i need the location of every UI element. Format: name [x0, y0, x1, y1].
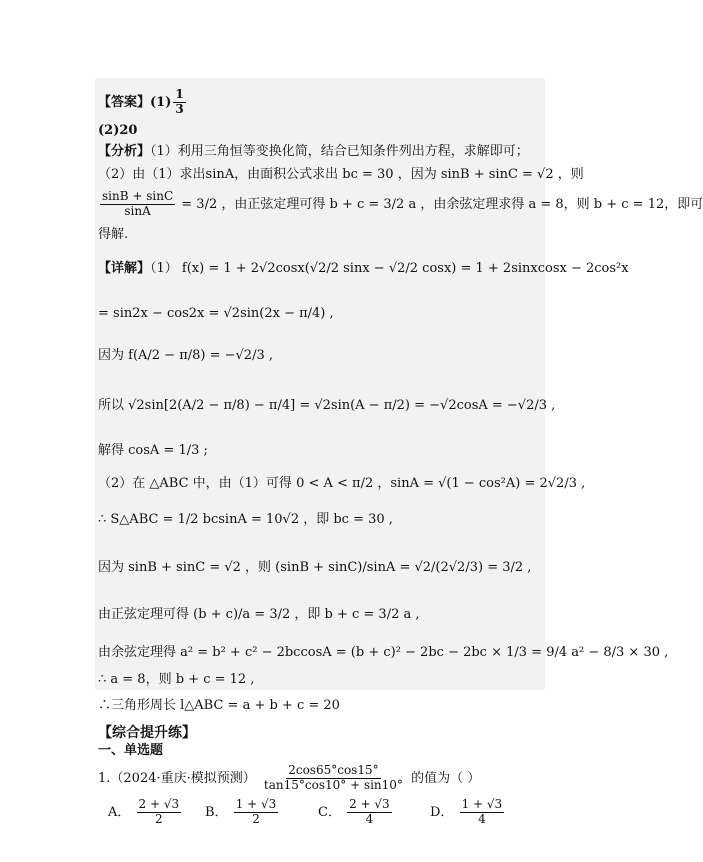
answer-part1-num: 1 — [175, 87, 184, 101]
detail-line-5: 解得 cosA = 1/3 ; — [98, 443, 208, 458]
option-b-value — [234, 798, 279, 827]
analysis-line-3-rest: = 3/2 ，由正弦定理可得 b + c = 3/2 a ，由余弦定理求得 a = 8，则 b + c = 12，即可 — [181, 196, 703, 212]
analysis-fraction — [100, 190, 175, 219]
analysis-step1: （1）利用三角恒等变换化简，结合已知条件列出方程，求解即可； — [150, 144, 529, 159]
analysis-line-4: 得解. — [98, 227, 129, 242]
question-1-source: 1.（2024·重庆·模拟预测） — [98, 770, 256, 786]
option-b-label: B． — [205, 804, 228, 820]
detail-line-7: ∴ S△ABC = 1/2 bcsinA = 10√2 ，即 bc = 30 , — [98, 512, 393, 527]
analysis-fraction-den: sinA — [124, 203, 151, 218]
detail-line-4: 所以 √2sin[2(A/2 − π/8) − π/4] = √2sin(A − π/2) = −√2cosA = −√2/3 , — [98, 398, 556, 413]
detail-line-3: 因为 f(A/2 − π/8) = −√2/3 , — [98, 348, 273, 363]
question-1-num: 2cos65°cos15° — [288, 763, 379, 777]
option-a[interactable] — [108, 798, 183, 827]
question-1-suffix: 的值为（ ） — [411, 770, 481, 786]
answer-line — [98, 88, 188, 117]
option-d-num: 1 + √3 — [461, 797, 503, 811]
option-b-den: 2 — [252, 811, 260, 826]
question-1 — [98, 764, 480, 793]
answer-part1-den: 3 — [175, 101, 184, 116]
analysis-line-2: （2）由（1）求出sinA，由面积公式求出 bc = 30 ，因为 sinB + sinC = √2 ，则 — [98, 167, 584, 182]
question-1-expression — [262, 764, 405, 793]
option-b[interactable] — [205, 798, 280, 827]
option-a-value — [137, 798, 182, 827]
answer-part1-prefix: (1) — [150, 94, 172, 110]
option-c-value — [347, 798, 392, 827]
detail-line-2: = sin2x − cos2x = √2sin(2x − π/4) , — [98, 306, 334, 321]
section-heading: 一、单选题 — [98, 743, 164, 758]
detail-line-10: 由余弦定理得 a² = b² + c² − 2bccosA = (b + c)² − 2bc − 2bc × 1/3 = 9/4 a² − 8/3 × 30 , — [98, 645, 669, 660]
detail-line-8: 因为 sinB + sinC = √2 ，则 (sinB + sinC)/sinA = √2/(2√2/3) = 3/2 , — [98, 560, 532, 575]
analysis-label: 【分析】 — [98, 144, 151, 159]
detail-line-6: （2）在 △ABC 中，由（1）可得 0 < A < π/2 ，sinA = √(1 − cos²A) = 2√2/3 , — [98, 476, 586, 491]
analysis-line-1 — [98, 144, 529, 160]
option-b-num: 1 + √3 — [235, 797, 277, 811]
analysis-fraction-num: sinB + sinC — [102, 189, 174, 203]
detail-line-11: ∴ a = 8，则 b + c = 12 , — [98, 672, 255, 687]
answer-part1-fraction — [173, 88, 185, 117]
option-c[interactable] — [318, 798, 394, 827]
answer-part2: (2)20 — [98, 123, 138, 138]
option-d-den: 4 — [478, 811, 486, 826]
option-c-num: 2 + √3 — [349, 797, 390, 811]
option-a-label: A． — [108, 804, 131, 820]
detail-l1: （1） f(x) = 1 + 2√2cosx(√2/2 sinx − √2/2 cosx) = 1 + 2sinxcosx − 2cos²x — [150, 261, 629, 276]
analysis-line-3 — [98, 190, 703, 219]
option-d[interactable] — [430, 798, 506, 827]
option-c-den: 4 — [365, 811, 374, 826]
option-a-num: 2 + √3 — [138, 797, 180, 811]
question-1-den: tan15°cos10° + sin10° — [263, 777, 403, 792]
option-c-label: C． — [318, 804, 341, 820]
answer-label: 【答案】 — [98, 94, 151, 110]
practice-heading: 【综合提升练】 — [98, 725, 196, 741]
detail-line-1 — [98, 261, 629, 277]
option-d-value — [460, 798, 505, 827]
option-d-label: D． — [430, 804, 454, 820]
detail-label: 【详解】 — [98, 261, 151, 276]
detail-line-9: 由正弦定理可得 (b + c)/a = 3/2 ，即 b + c = 3/2 a , — [98, 607, 420, 622]
detail-line-12: ∴三角形周长 l△ABC = a + b + c = 20 — [98, 698, 340, 713]
option-a-den: 2 — [155, 811, 163, 826]
